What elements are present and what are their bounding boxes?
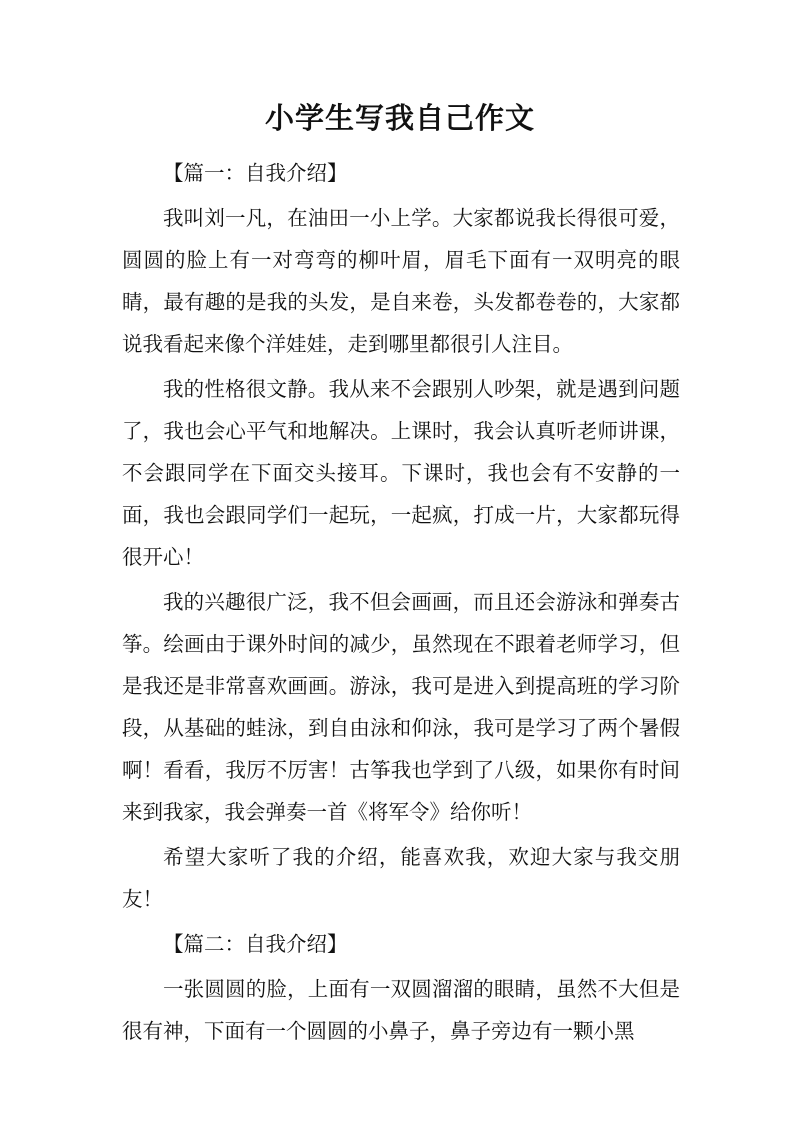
paragraph: 我的兴趣很广泛，我不但会画画，而且还会游泳和弹奏古筝。绘画由于课外时间的减少，虽然现在不跟着老师学习，但是我还是非常喜欢画画。游泳，我可是进入到提高班的学习阶段，从基础的蛙泳，到自由泳和仰泳，我可是学习了两个暑假啊！看看，我厉不厉害！古筝我也学到了八级，如果你有时间来到我家，我会弹奏一首《将军令》给你听！ <box>122 590 680 824</box>
paragraph: 希望大家听了我的介绍，能喜欢我，欢迎大家与我交朋友！ <box>122 845 680 911</box>
section-heading: 【篇一：自我介绍】 <box>163 161 348 185</box>
paragraph: 一张圆圆的脸，上面有一双圆溜溜的眼睛，虽然不大但是很有神，下面有一个圆圆的小鼻子，鼻子旁边有一颗小黑 <box>122 977 680 1043</box>
section-heading: 【篇二：自我介绍】 <box>163 932 348 956</box>
paragraph: 我叫刘一凡，在油田一小上学。大家都说我长得很可爱，圆圆的脸上有一对弯弯的柳叶眉，眉毛下面有一双明亮的眼睛，最有趣的是我的头发，是自来卷，头发都卷卷的，大家都说我看起来像个洋娃娃，走到哪里都很引人注目。 <box>122 206 680 356</box>
document-title: 小学生写我自己作文 <box>264 101 535 135</box>
paragraph: 我的性格很文静。我从来不会跟别人吵架，就是遇到问题了，我也会心平气和地解决。上课时，我会认真听老师讲课，不会跟同学在下面交头接耳。下课时，我也会有不安静的一面，我也会跟同学们一起玩，一起疯，打成一片，大家都玩得很开心！ <box>122 377 680 569</box>
document-body <box>122 152 680 1055</box>
